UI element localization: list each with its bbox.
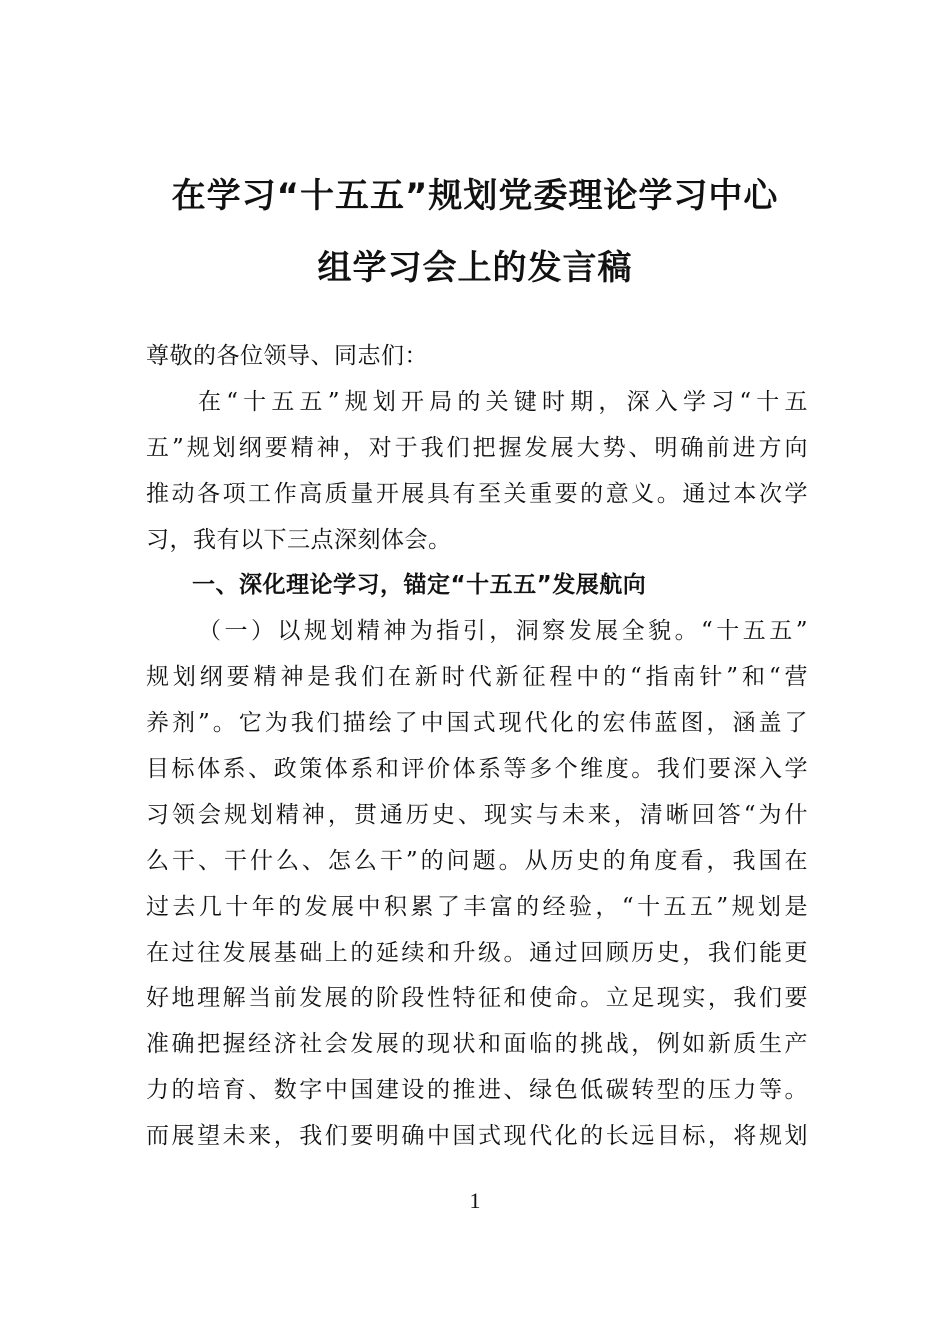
paragraph-line: 养剂”。它为我们描绘了中国式现代化的宏伟蓝图，涵盖了 bbox=[146, 710, 808, 737]
paragraph-line: 习领会规划精神，贯通历史、现实与未来，清晰回答“为什 bbox=[146, 801, 808, 828]
paragraph-line: 力的培育、数字中国建设的推进、绿色低碳转型的压力等。 bbox=[146, 1077, 808, 1104]
section-heading: 一、深化理论学习，锚定“十五五”发展航向 bbox=[192, 572, 647, 599]
paragraph-line: 好地理解当前发展的阶段性特征和使命。立足现实，我们要 bbox=[146, 985, 808, 1012]
document-title-line-1: 在学习“十五五”规划党委理论学习中心 bbox=[171, 176, 779, 216]
document-title-line-2: 组学习会上的发言稿 bbox=[317, 248, 633, 288]
paragraph-line: 目标体系、政策体系和评价体系等多个维度。我们要深入学 bbox=[146, 756, 808, 783]
paragraph-line: 规划纲要精神是我们在新时代新征程中的“指南针”和“营 bbox=[146, 664, 808, 691]
intro-line: 习，我有以下三点深刻体会。 bbox=[146, 526, 452, 553]
paragraph-line: （一）以规划精神为指引，洞察发展全貌。“十五五” bbox=[198, 618, 808, 645]
paragraph-line: 在过往发展基础上的延续和升级。通过回顾历史，我们能更 bbox=[146, 939, 808, 966]
paragraph-line: 过去几十年的发展中积累了丰富的经验，“十五五”规划是 bbox=[146, 893, 808, 920]
salutation: 尊敬的各位领导、同志们： bbox=[146, 343, 428, 369]
intro-line: 在“十五五”规划开局的关键时期，深入学习“十五 bbox=[198, 388, 808, 415]
paragraph-line: 么干、干什么、怎么干”的问题。从历史的角度看，我国在 bbox=[146, 847, 808, 874]
page-number: 1 bbox=[469, 1188, 481, 1213]
document-body bbox=[146, 334, 808, 1160]
intro-line: 推动各项工作高质量开展具有至关重要的意义。通过本次学 bbox=[146, 480, 808, 507]
intro-line: 五”规划纲要精神，对于我们把握发展大势、明确前进方向 bbox=[146, 434, 808, 461]
paragraph-line: 准确把握经济社会发展的现状和面临的挑战，例如新质生产 bbox=[146, 1031, 808, 1058]
paragraph-line: 而展望未来，我们要明确中国式现代化的长远目标，将规划 bbox=[146, 1123, 808, 1150]
